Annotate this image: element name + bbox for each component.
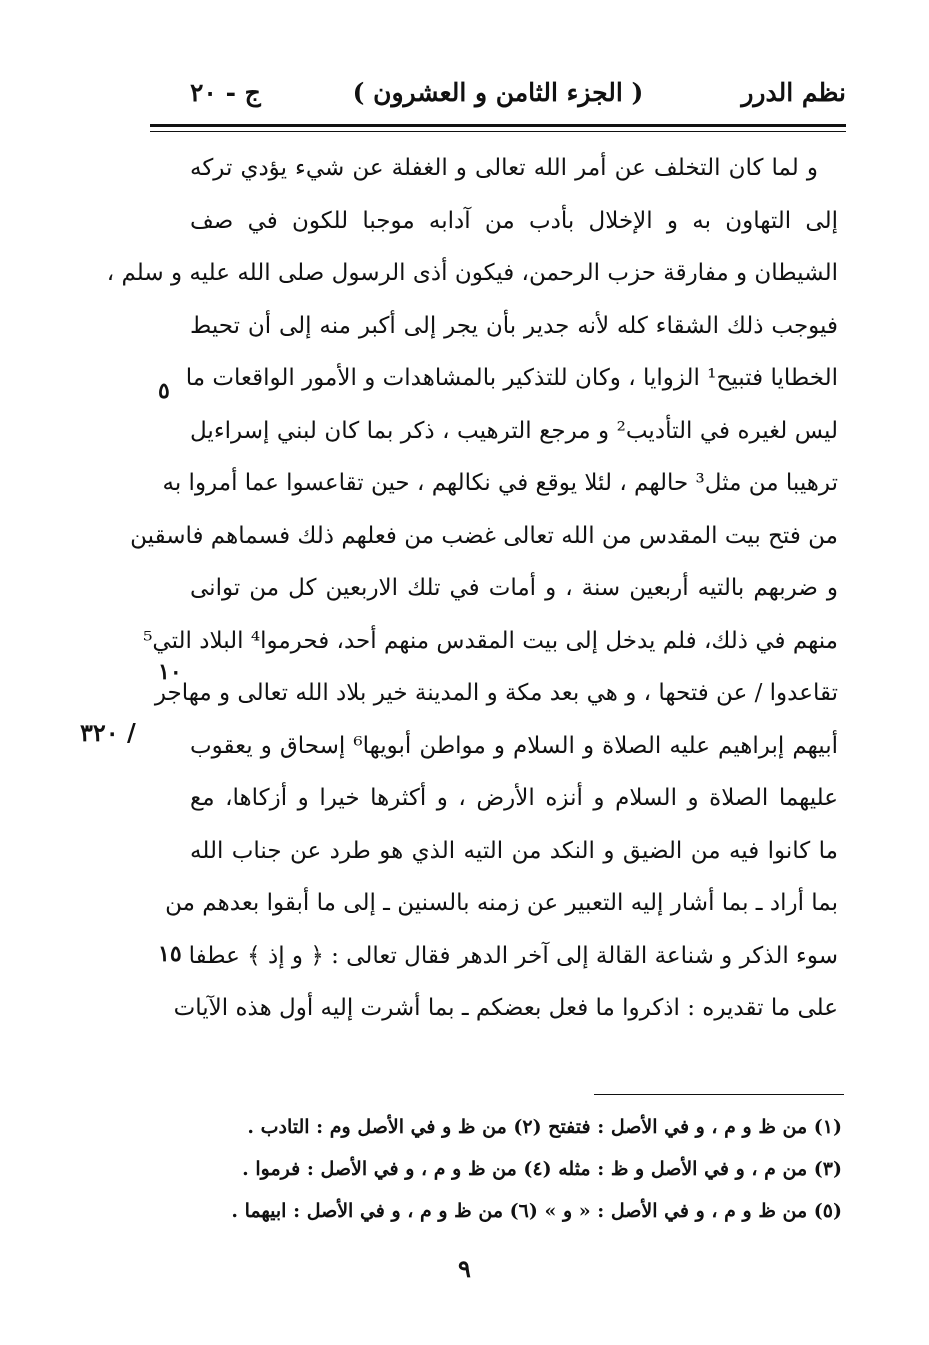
header-rule-thin (150, 131, 846, 132)
part-title: ( الجزء الثامن و العشرون ) (352, 78, 644, 107)
text-line: إلى التهاون به و الإخلال بأدب من آدابه موجبا للكون في صف (190, 207, 838, 234)
footnote-rule (594, 1094, 844, 1095)
text-line: عليهما الصلاة و السلام و أنزه الأرض ، و أكثرها خيرا و أزكاها، مع (190, 785, 838, 811)
text-line: أبيهم إبراهيم عليه الصلاة و السلام و مواطن أبويها⁶ إسحاق و يعقوب (190, 732, 838, 759)
text-line: فيوجب ذلك الشقاء كله لأنه جدير بأن يجر إلى أكبر منه إلى أن تحيط (190, 312, 838, 339)
text-line: و ضربهم بالتيه أربعين سنة ، و أمات في تلك الاربعين كل من توانى (190, 575, 838, 601)
text-line: ما كانوا فيه من الضيق و النكد من التيه الذي هو طرد عن جناب الله (190, 837, 838, 864)
text-line: ليس لغيره في التأديب² و مرجع الترهيب ، ذكر بما كان لبني إسراءيل (190, 417, 838, 444)
footnote-line: (٥) من ظ و م ، و في الأصل : « و » (٦) من ظ و م ، و في الأصل : ابيهما . (231, 1200, 842, 1222)
volume-number: ج - ٢٠ (190, 78, 261, 107)
footnotes (170, 1106, 842, 1232)
text-line: و لما كان التخلف عن أمر الله تعالى و الغفلة عن شيء يؤدي تركه (190, 155, 818, 181)
text-line: تقاعدوا / عن فتحها ، و هي بعد مكة و المدينة خير بلاد الله تعالى و مهاجر (154, 680, 838, 706)
text-line: سوء الذكر و شناعة القالة إلى آخر الدهر فقال تعالى : ﴿ و إذ ﴾ عطفا (188, 942, 838, 969)
text-line: بما أراد ـ بما أشار إليه التعبير عن زمنه بالسنين ـ إلى ما أبقوا بعدهم من (165, 890, 838, 916)
marginal-page-reference: / ٣٢٠ (80, 718, 136, 747)
page-header (150, 78, 846, 118)
line-number-15: ١٥ (158, 941, 182, 967)
text-line: ترهيبا من مثل³ حالهم ، لئلا يوقع في نكالهم ، حين تقاعسوا عما أمروا به (162, 470, 838, 496)
header-rule (150, 124, 846, 127)
footnote-line: (١) من ظ و م ، و في الأصل : فتفتح (٢) من ظ و في الأصل وم : التادب . (247, 1116, 842, 1138)
text-line: منهم في ذلك، فلم يدخل إلى بيت المقدس منهم أحد، فحرموا⁴ البلاد التي⁵ (143, 627, 838, 654)
text-line: الشيطان و مفارقة حزب الرحمن، فيكون أذى الرسول صلى الله عليه و سلم ، (106, 260, 838, 286)
line-number-10: ١٠ (158, 659, 182, 685)
book-title: نظم الدرر (741, 78, 846, 107)
page-number: ٩ (458, 1254, 471, 1283)
text-line: الخطايا فتبيح¹ الزوايا ، وكان للتذكير بالمشاهدات و الأمور الواقعات ما (185, 365, 838, 391)
text-line: من فتح بيت المقدس من الله تعالى غضب من فعلهم ذلك فسماهم فاسقين (130, 522, 838, 549)
text-line: على ما تقديره : اذكروا ما فعل بعضكم ـ بما أشرت إليه أول هذه الآيات (173, 995, 838, 1021)
footnote-line: (٣) من م ، و في الأصل و ظ : مثله (٤) من ظ و م ، و في الأصل : فرموا . (242, 1158, 842, 1180)
line-number-5: ٥ (158, 378, 170, 404)
